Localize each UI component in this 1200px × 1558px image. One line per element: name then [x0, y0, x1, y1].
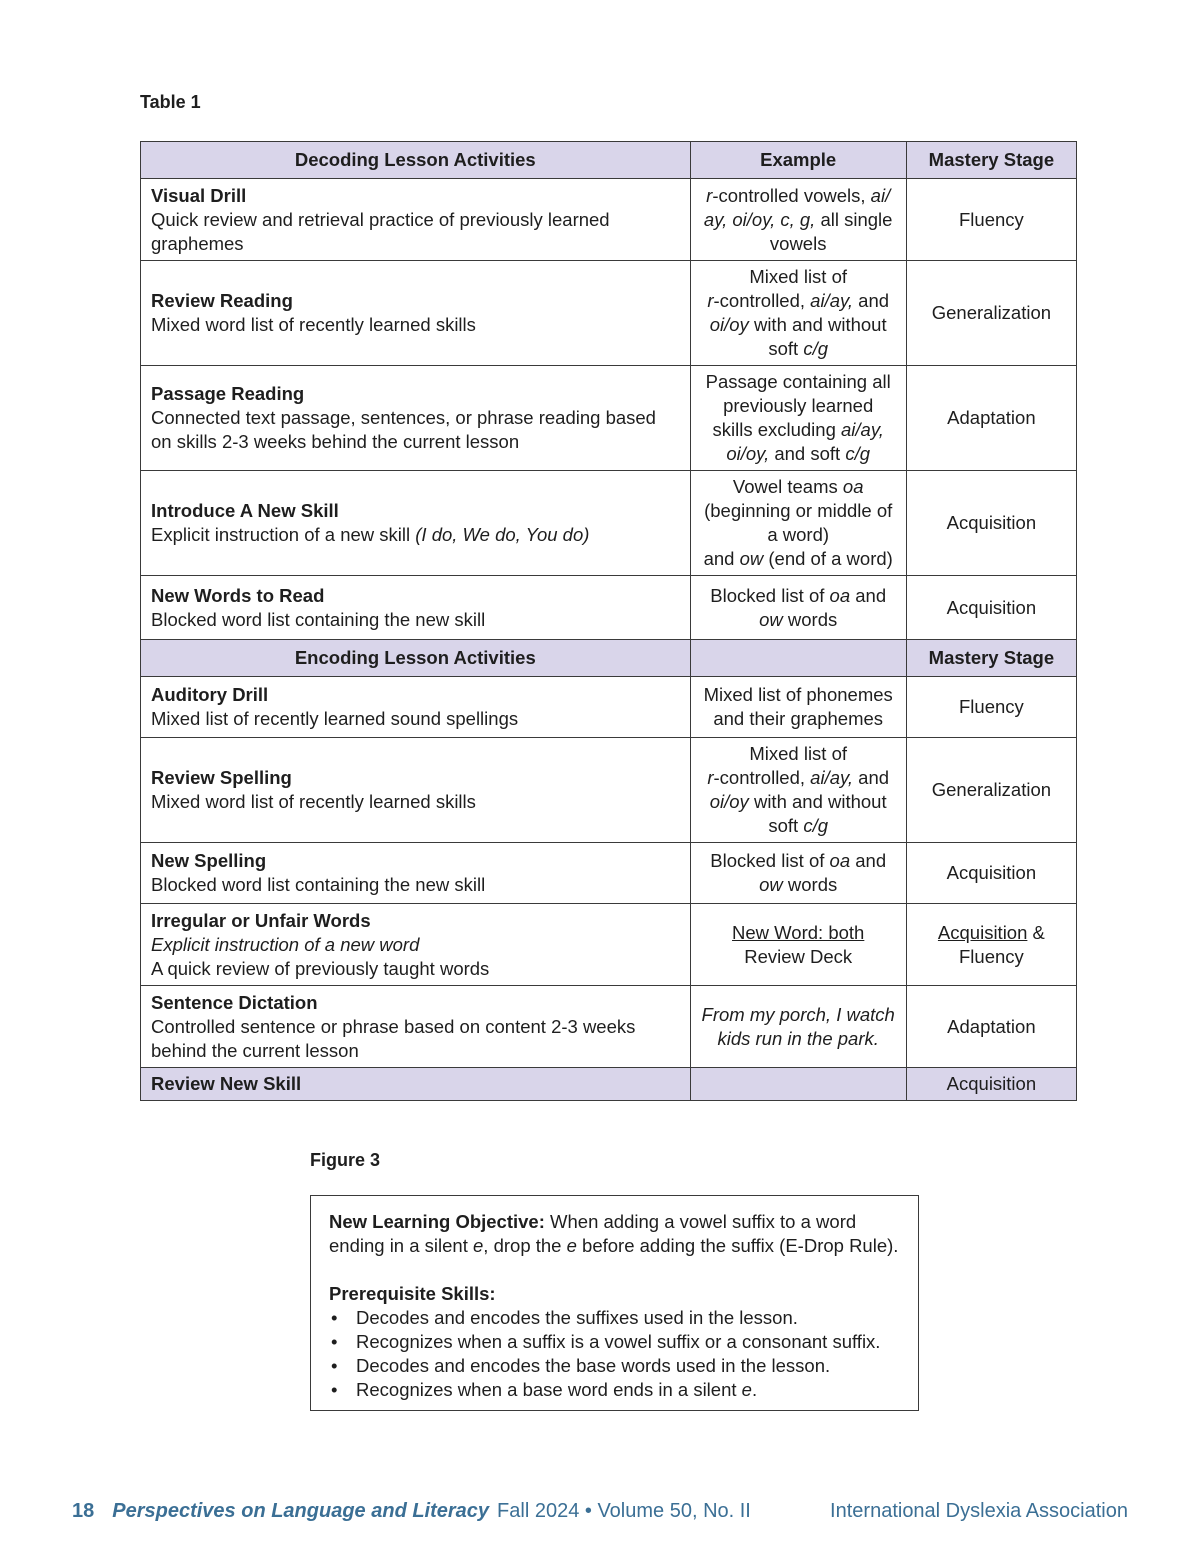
table-row: [141, 576, 1077, 640]
activity-cell: [141, 261, 691, 366]
mastery-stage-cell: Generalization: [906, 261, 1076, 366]
mastery-stage-cell: Fluency: [906, 179, 1076, 261]
activity-description: Connected text passage, sentences, or phrase reading based on skills 2-3 weeks behind the current lesson: [151, 407, 656, 452]
list-item: • Recognizes when a suffix is a vowel suffix or a consonant suffix.: [329, 1330, 900, 1354]
activity-cell: [141, 843, 691, 904]
activity-title: Auditory Drill: [151, 684, 269, 705]
table-row: [141, 904, 1077, 986]
list-item: • Recognizes when a base word ends in a silent e.: [329, 1378, 900, 1402]
lesson-activities-table: [140, 141, 1077, 1101]
activity-description: Mixed word list of recently learned skills: [151, 791, 476, 812]
mastery-stage-cell: Acquisition: [906, 576, 1076, 640]
activity-title: New Words to Read: [151, 584, 325, 606]
activity-title: Introduce A New Skill: [151, 500, 339, 521]
activity-description: Explicit instruction of a new skill (I do, We do, You do): [151, 524, 590, 545]
example-cell: Mixed list of r-controlled, ai/ay, and oi/oy with and without soft c/g: [690, 261, 906, 366]
activity-description: Blocked word list containing the new skill: [151, 874, 486, 895]
example-cell: Vowel teams oa (beginning or middle of a word) and ow (end of a word): [690, 471, 906, 576]
activity-title: Review New Skill: [151, 1073, 302, 1094]
activity-cell: [141, 904, 691, 986]
page-number: 18: [72, 1500, 95, 1522]
activity-description: Explicit instruction of a new word: [151, 933, 420, 955]
journal-title: Perspectives on Language and Literacy: [112, 1500, 490, 1522]
mastery-stage-header: Mastery Stage: [906, 640, 1076, 677]
new-word-link: New Word: both: [732, 921, 865, 943]
activity-description: Quick review and retrieval practice of previously learned graphemes: [151, 208, 610, 254]
example-cell: Passage containing all previously learned skills excluding ai/ay, oi/oy, and soft c/g: [690, 366, 906, 471]
example-cell: Blocked list of oa and ow words: [690, 843, 906, 904]
example-cell: Blocked list of oa and ow words: [690, 576, 906, 640]
table-row: [141, 738, 1077, 843]
page-footer: [72, 1500, 1128, 1523]
activity-cell: [141, 1068, 691, 1101]
activity-title: Passage Reading: [151, 383, 305, 404]
table-caption: Table 1: [140, 92, 201, 112]
example-header-empty: [690, 640, 906, 677]
mastery-stage-cell: Acquisition & Fluency: [906, 904, 1076, 986]
table-row: [141, 366, 1077, 471]
activity-cell: [141, 179, 691, 261]
activity-description: Mixed word list of recently learned skills: [151, 314, 476, 335]
activity-title: Irregular or Unfair Words: [151, 909, 371, 931]
prerequisite-label: Prerequisite Skills:: [329, 1283, 496, 1304]
activity-cell: [141, 677, 691, 738]
mastery-stage-header: Mastery Stage: [906, 142, 1076, 179]
example-cell: [690, 1068, 906, 1101]
table-row: [141, 843, 1077, 904]
encoding-header-row: [141, 640, 1077, 677]
table-row: [141, 179, 1077, 261]
encoding-activities-header: Encoding Lesson Activities: [141, 640, 691, 677]
decoding-activities-header: Decoding Lesson Activities: [141, 142, 691, 179]
mastery-stage-cell: Adaptation: [906, 366, 1076, 471]
example-cell: Mixed list of phonemes and their graphemes: [690, 677, 906, 738]
list-item: • Decodes and encodes the base words used in the lesson.: [329, 1354, 900, 1378]
figure-caption: Figure 3: [310, 1150, 381, 1170]
review-new-skill-row: [141, 1068, 1077, 1101]
example-header: Example: [690, 142, 906, 179]
activity-cell: [141, 738, 691, 843]
activity-description: Controlled sentence or phrase based on content 2-3 weeks behind the current lesson: [151, 1015, 636, 1061]
activity-title: New Spelling: [151, 850, 267, 871]
activity-description: Blocked word list containing the new skill: [151, 608, 486, 630]
activity-cell: [141, 986, 691, 1068]
list-item: • Decodes and encodes the suffixes used in the lesson.: [329, 1306, 900, 1330]
activity-description: A quick review of previously taught words: [151, 957, 490, 979]
mastery-stage-cell: Acquisition: [906, 1068, 1076, 1101]
issue-info: Fall 2024 • Volume 50, No. II: [497, 1500, 751, 1522]
activity-title: Sentence Dictation: [151, 991, 318, 1013]
learning-objective: New Learning Objective: When adding a vowel suffix to a word ending in a silent e, drop the e before adding the suffix (E-Drop Rule).: [329, 1211, 899, 1256]
example-cell: New Word: both Review Deck: [690, 904, 906, 986]
mastery-stage-cell: Acquisition: [906, 843, 1076, 904]
activity-title: Visual Drill: [151, 184, 247, 206]
organization-name: International Dyslexia Association: [830, 1500, 1128, 1522]
table-row: [141, 677, 1077, 738]
activity-cell: [141, 471, 691, 576]
example-cell: r-controlled vowels, ai/ ay, oi/oy, c, g, all single vowels: [690, 179, 906, 261]
prerequisite-list: [329, 1306, 900, 1402]
mastery-stage-cell: Generalization: [906, 738, 1076, 843]
activity-cell: [141, 366, 691, 471]
table-row: [141, 471, 1077, 576]
mastery-stage-cell: Acquisition: [906, 471, 1076, 576]
learning-objective-box: [310, 1195, 919, 1411]
example-cell: Mixed list of r-controlled, ai/ay, and oi/oy with and without soft c/g: [690, 738, 906, 843]
activity-cell: [141, 576, 691, 640]
decoding-header-row: [141, 142, 1077, 179]
table-row: [141, 261, 1077, 366]
activity-title: Review Reading: [151, 290, 293, 311]
activity-title: Review Spelling: [151, 767, 292, 788]
table-row: [141, 986, 1077, 1068]
mastery-stage-cell: Fluency: [906, 677, 1076, 738]
activity-description: Mixed list of recently learned sound spellings: [151, 708, 519, 729]
example-cell: From my porch, I watch kids run in the park.: [690, 986, 906, 1068]
mastery-stage-cell: Adaptation: [906, 986, 1076, 1068]
